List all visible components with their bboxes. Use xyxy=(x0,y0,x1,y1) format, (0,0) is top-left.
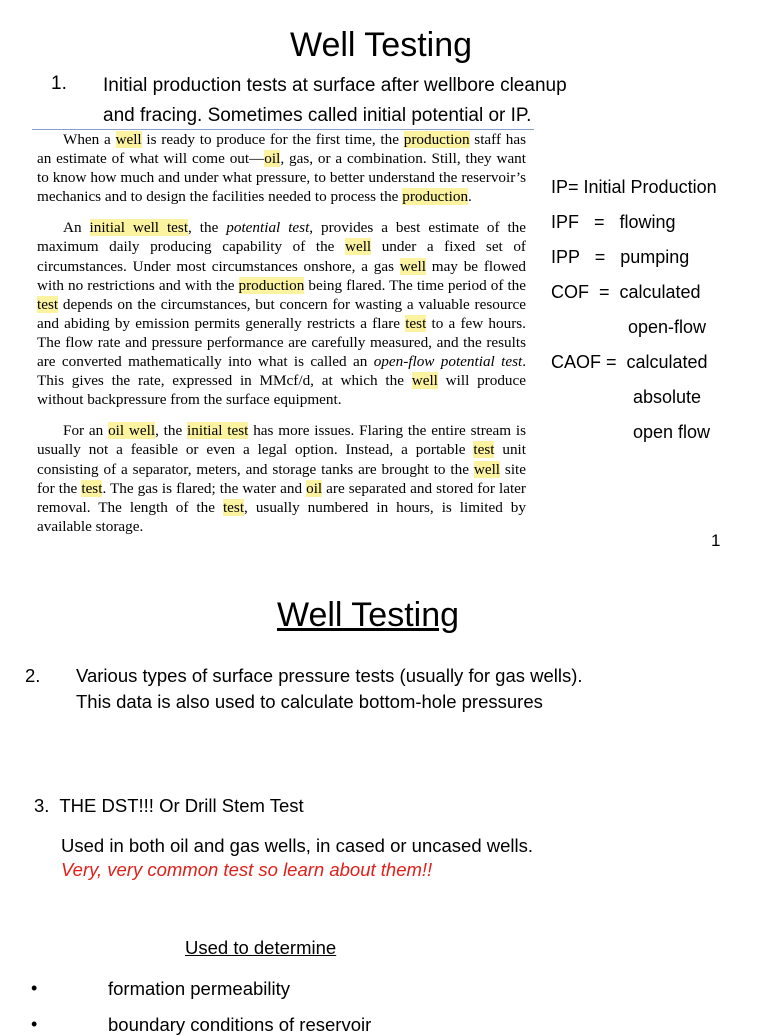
item2-line1: Various types of surface pressure tests (usually for gas wells). xyxy=(76,665,583,686)
highlighted-term: well xyxy=(344,238,372,256)
highlighted-term: well xyxy=(115,131,142,148)
page-number: 1 xyxy=(711,531,721,550)
abbr-ipp: IPP = pumping xyxy=(551,247,690,267)
highlighted-term: production xyxy=(402,188,469,206)
highlighted-term: oil well xyxy=(108,422,156,440)
abbr-cof-cont: open-flow xyxy=(628,317,707,337)
italic-term: potential test xyxy=(226,219,310,237)
excerpt-paragraph-2: An initial well test, the potential test, provides a best estimate of the maximum daily producing capability of the well under a fixed set of circumstances. Under most circumstances onshore, a gas well may be flowed with no restrictions and with the production being flared. The time period of the test depends on the circumstances, but concern for wasting a valuable resource and abiding by emission permits generally restricts a flare test to a few hours. The flow rate and pressure performance are carefully measured, and the results are converted mathematically into what is called an open-flow potential test. This gives the rate, expressed in MMcf/d, at which the well will produce without backpressure from the surface equipment. xyxy=(37,219,527,409)
item1-line1: Initial production tests at surface after wellbore cleanup xyxy=(103,75,567,96)
slide2-title: Well Testing xyxy=(276,596,460,634)
highlighted-term: initial test xyxy=(187,422,249,440)
excerpt-paragraph-1: When a well is ready to produce for the first time, the production staff has an estimate of what will come out—oil, gas, or a combination. Still, they want to know how much and under what pressure, to better understand the reservoir’s mechanics and to design the facilities needed to process the production. xyxy=(37,131,526,206)
highlighted-term: oil xyxy=(306,479,323,497)
highlighted-term: initial well test xyxy=(89,219,189,237)
highlighted-term: well xyxy=(399,257,426,275)
abbr-caof-cont2: open flow xyxy=(633,422,711,442)
abbr-caof: CAOF = calculated xyxy=(551,352,708,372)
common-test-note: Very, very common test so learn about them!! xyxy=(61,859,433,880)
highlighted-term: well xyxy=(411,372,438,390)
item1-line2: and fracing. Sometimes called initial potential or IP. xyxy=(103,105,532,126)
highlighted-term: test xyxy=(405,314,427,332)
item2-number: 2. xyxy=(25,665,41,686)
abbr-cof: COF = calculated xyxy=(551,282,701,302)
abbr-caof-cont1: absolute xyxy=(633,387,702,407)
abbr-ip: IP= Initial Production xyxy=(551,177,717,197)
bullet-formation-permeability: formation permeability xyxy=(108,978,290,999)
bullet-marker: • xyxy=(31,1014,38,1034)
slide1-title: Well Testing xyxy=(289,26,473,64)
highlighted-term: test xyxy=(37,295,59,313)
used-in-both-text: Used in both oil and gas wells, in cased or uncased wells. xyxy=(61,835,534,856)
item2-text xyxy=(76,663,736,715)
highlighted-term: test xyxy=(473,441,495,459)
highlighted-term: test xyxy=(222,498,245,516)
highlighted-term: oil xyxy=(264,150,281,168)
highlighted-term: production xyxy=(238,276,305,294)
highlighted-term: production xyxy=(403,131,470,148)
book-excerpt xyxy=(37,130,526,548)
used-to-determine-heading: Used to determine xyxy=(185,937,337,958)
highlighted-term: test xyxy=(81,479,103,497)
bullet-boundary-conditions: boundary conditions of reservoir xyxy=(108,1014,372,1035)
excerpt-paragraph-3: For an oil well, the initial test has more issues. Flaring the entire stream is usually not a feasible or even a legal option. Instead, a portable test unit consisting of a separator, meters, and storage tanks are brought to the well site for the test. The gas is flared; the water and oil are separated and stored for later removal. The length of the test, usually numbered in hours, is limited by available storage. xyxy=(37,422,527,535)
bullet-marker: • xyxy=(31,978,38,998)
abbr-ipf: IPF = flowing xyxy=(551,212,676,232)
highlighted-term: well xyxy=(473,460,501,478)
item2-line2: This data is also used to calculate bottom-hole pressures xyxy=(76,691,543,712)
item1-text xyxy=(103,71,663,131)
item3-heading: 3. THE DST!!! Or Drill Stem Test xyxy=(34,795,304,816)
italic-term: open-flow potential test xyxy=(373,353,523,371)
item1-number: 1. xyxy=(51,73,67,94)
